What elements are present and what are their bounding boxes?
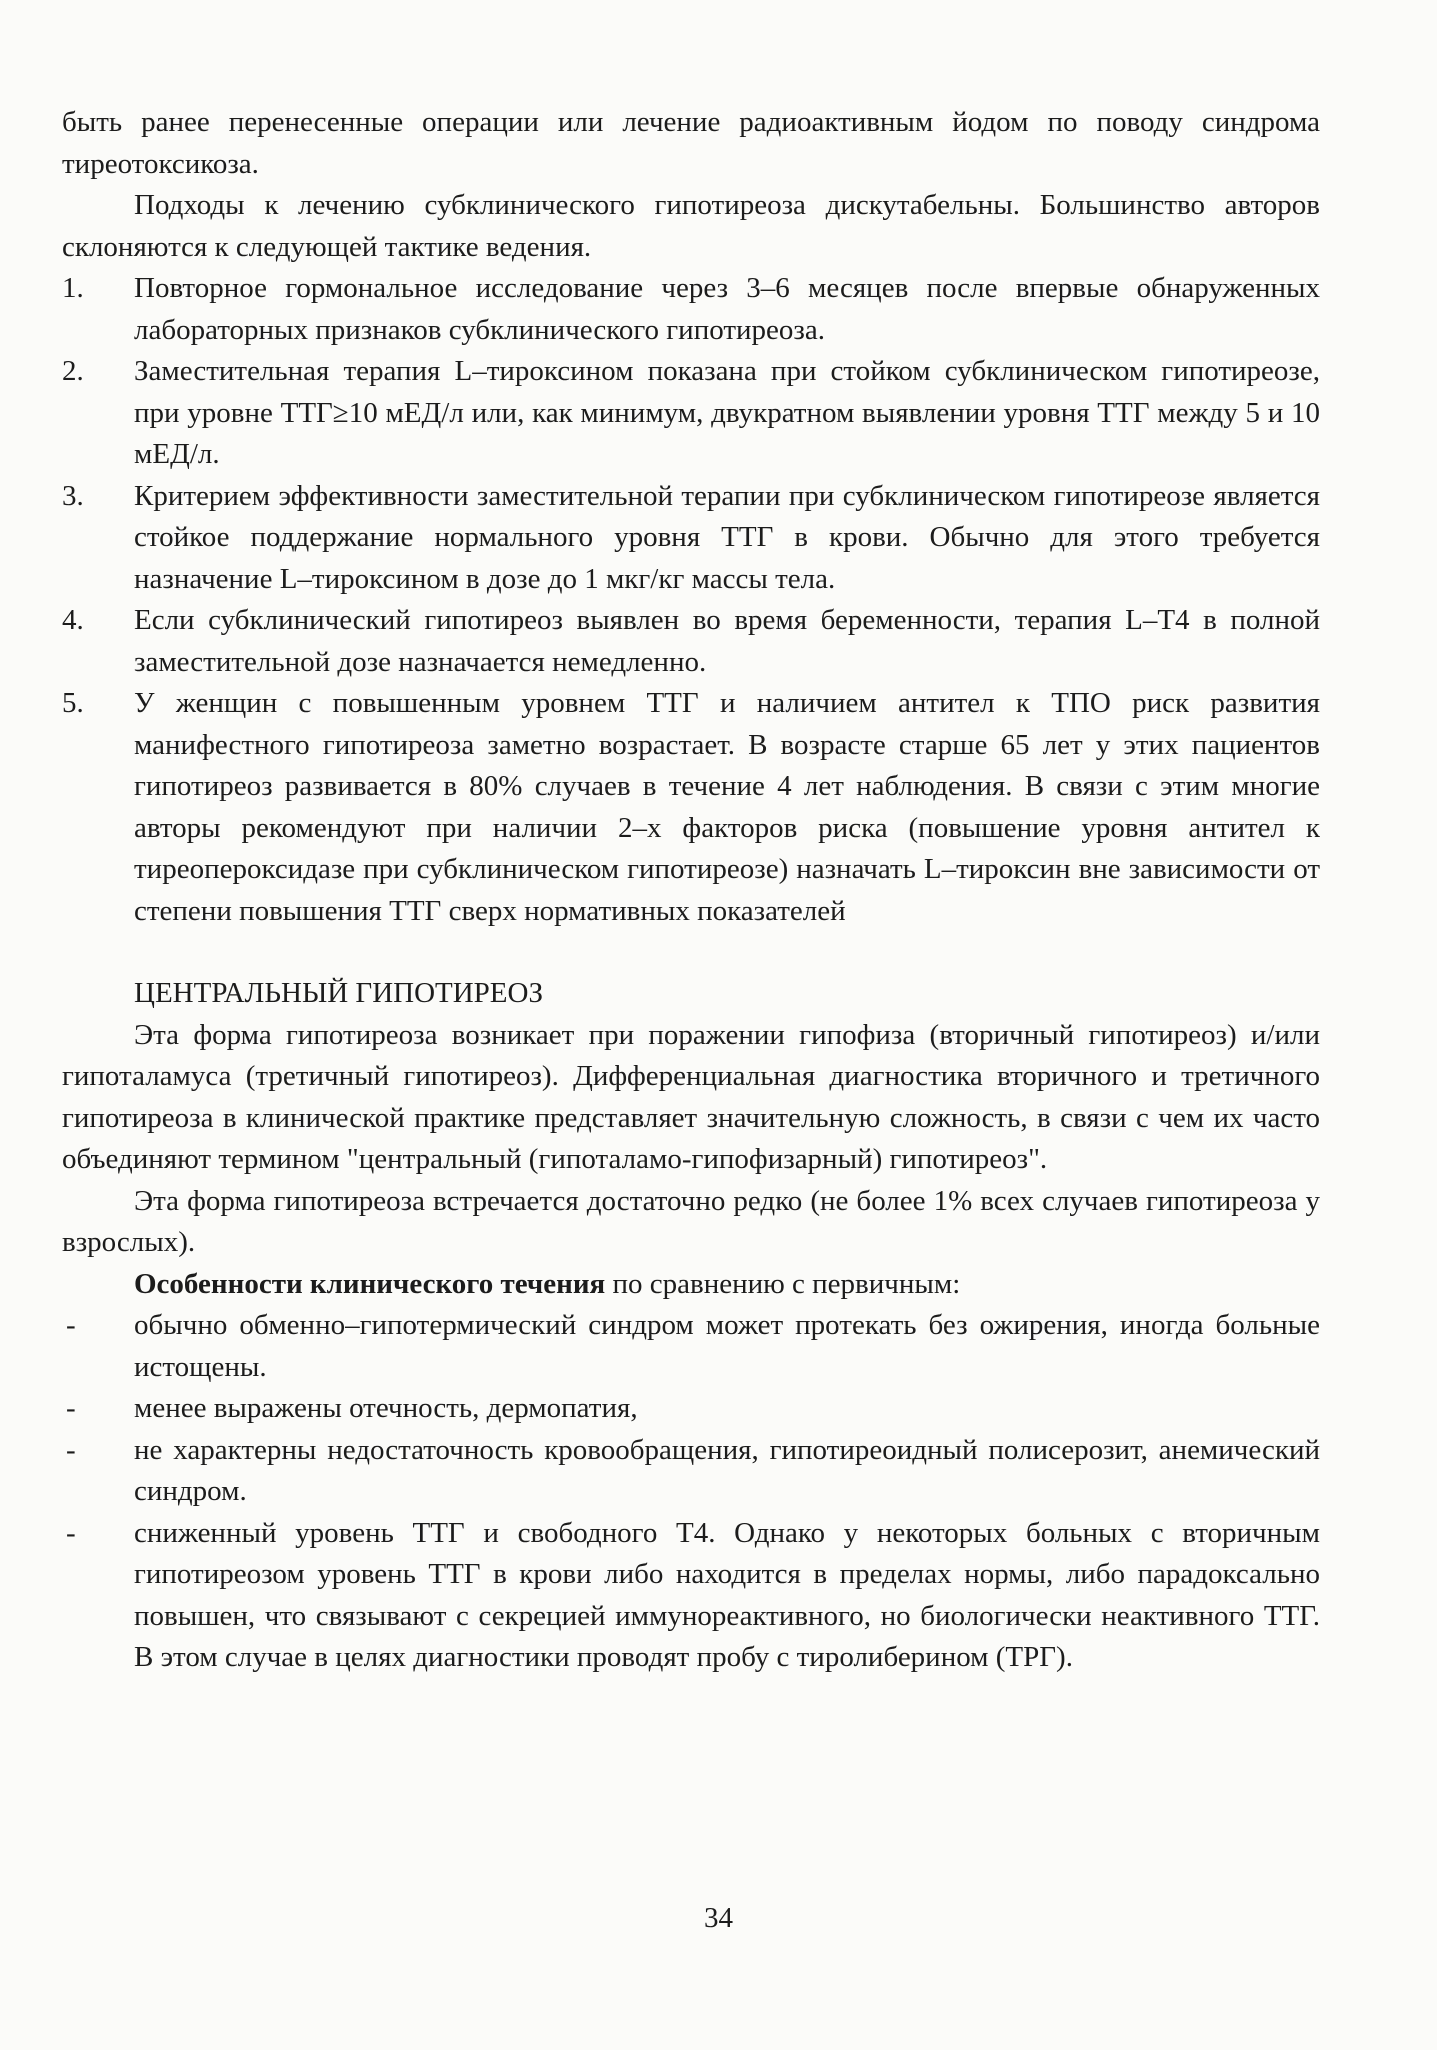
list-dash: - <box>66 1516 76 1549</box>
paragraph-frequency: Эта форма гипотиреоза встречается достаточно редко (не более 1% всех случаев гипотиреоза у взрослых). <box>62 1184 1320 1258</box>
list-item <box>62 476 1320 601</box>
list-item-text: обычно обменно–гипотермический синдром может протекать без ожирения, иногда больные истощены. <box>134 1309 1320 1383</box>
list-item-text: не характерны недостаточность кровообращения, гипотиреоидный полисерозит, анемический синдром. <box>134 1433 1320 1507</box>
list-dash: - <box>66 1392 76 1424</box>
list-item-text: Заместительная терапия L–тироксином показана при стойком субклиническом гипотиреозе, при уровне ТТГ≥10 мЕД/л или, как минимум, двукратном выявлении уровня ТТГ между 5 и 10 мЕД/л. <box>134 355 1320 470</box>
list-item <box>62 1430 1320 1513</box>
list-item <box>62 1305 1320 1388</box>
list-item <box>62 268 1320 351</box>
list-dash: - <box>66 1433 76 1466</box>
numbered-list <box>62 268 1320 932</box>
paragraph-intro: быть ранее перенесенные операции или лечение радиоактивным йодом по поводу синдрома тиреотоксикоза. <box>62 106 1320 180</box>
document-page <box>62 102 1320 1679</box>
list-item <box>62 600 1320 683</box>
paragraph-approaches: Подходы к лечению субклинического гипотиреоза дискутабельны. Большинство авторов склоняются к следующей тактике ведения. <box>62 189 1320 263</box>
clinical-features-subheading <box>62 1264 1320 1306</box>
list-item-text: У женщин с повышенным уровнем ТТГ и наличием антител к ТПО риск развития манифестного гипотиреоза заметно возрастает. В возрасте старше 65 лет у этих пациентов гипотиреоз развивается в 80% случаев в течение 4 лет наблюдения. В связи с этим многие авторы рекомендуют при наличии 2–х факторов риска (повышение уровня антител к тиреопероксидазе при субклиническом гипотиреозе) назначать L–тироксин вне зависимости от степени повышения ТТГ сверх нормативных показателей <box>134 687 1320 927</box>
list-item <box>62 351 1320 476</box>
list-item-text: менее выражены отечность, дермопатия, <box>134 1392 638 1424</box>
list-item <box>62 1513 1320 1679</box>
paragraph-central-hypothyroidism: Эта форма гипотиреоза возникает при поражении гипофиза (вторичный гипотиреоз) и/или гипоталамуса (третичный гипотиреоз). Дифференциальная диагностика вторичного и третичного гипотиреоза в клинической практике представляет значительную сложность, в связи с чем их часто объединяют термином "центральный (гипоталамо-гипофизарный) гипотиреоз". <box>62 1018 1320 1175</box>
section-heading: ЦЕНТРАЛЬНЫЙ ГИПОТИРЕОЗ <box>134 977 543 1009</box>
list-number: 1. <box>62 272 84 304</box>
list-item <box>62 1388 1320 1430</box>
list-item-text: Критерием эффективности заместительной терапии при субклиническом гипотиреозе является стойкое поддержание нормального уровня ТТГ в крови. Обычно для этого требуется назначение L–тироксином в дозе до 1 мкг/кг массы тела. <box>134 479 1320 595</box>
list-item-text: сниженный уровень ТТГ и свободного Т4. Однако у некоторых больных с вторичным гипотиреозом уровень ТТГ в крови либо находится в пределах нормы, либо парадоксально повышен, что связывают с секрецией иммунореактивного, но биологически неактивного ТТГ. В этом случае в целях диагностики проводят пробу с тиролиберином (ТРГ). <box>134 1516 1320 1673</box>
list-item <box>62 683 1320 932</box>
list-item-text: Если субклинический гипотиреоз выявлен во время беременности, терапия L–Т4 в полной заместительной дозе назначается немедленно. <box>134 604 1320 678</box>
list-number: 4. <box>62 604 84 636</box>
list-item-text: Повторное гормональное исследование через 3–6 месяцев после впервые обнаруженных лабораторных признаков субклинического гипотиреоза. <box>134 272 1320 346</box>
list-number: 5. <box>62 687 84 719</box>
list-dash: - <box>66 1309 76 1341</box>
dash-list <box>62 1305 1320 1679</box>
list-number: 3. <box>62 479 84 512</box>
subheading-bold: Особенности клинического течения <box>134 1267 606 1300</box>
subheading-rest: по сравнению с первичным: <box>605 1267 961 1300</box>
list-number: 2. <box>62 355 84 387</box>
page-number: 34 <box>704 1902 733 1934</box>
